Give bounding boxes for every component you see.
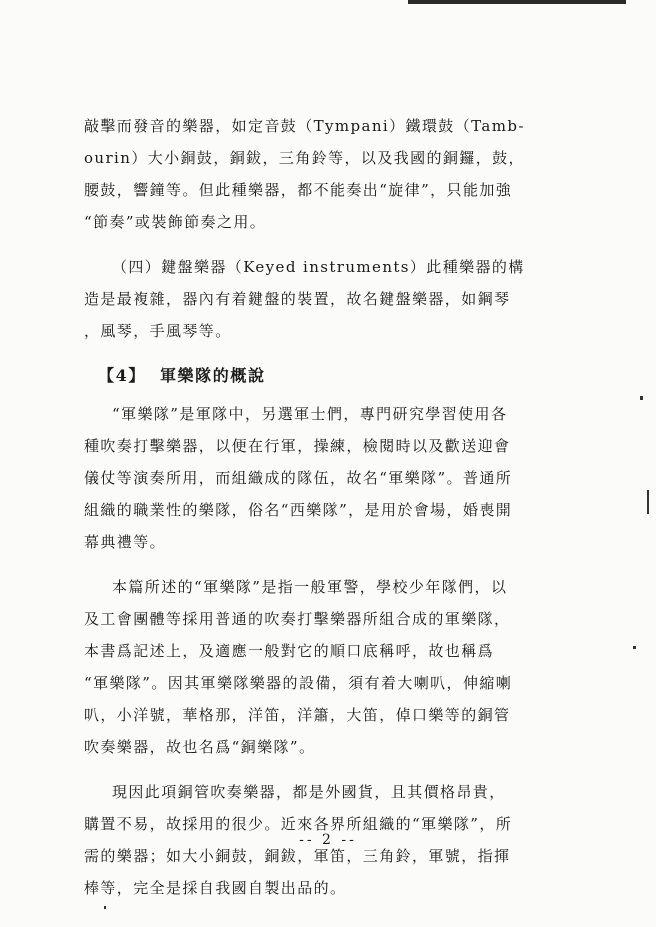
text-line: 本書爲記述上，及適應一般對它的順口底稱呼，故也稱爲: [84, 642, 495, 660]
text-line: ourin）大小銅鼓，銅鈸，三角鈴等，以及我國的銅鑼，鼓，: [84, 149, 525, 167]
scan-edge-mark: [408, 0, 626, 4]
page-number: -- 2 --: [299, 832, 357, 848]
paragraph-scope: [84, 571, 584, 763]
text-line: “軍樂隊”。因其軍樂隊樂器的設備，須有着大喇叭，伸縮喇: [84, 674, 513, 692]
text-line: 及工會團體等採用普通的吹奏打擊樂器所組合成的軍樂隊，: [84, 610, 511, 628]
text-line: ，風琴，手風琴等。: [84, 322, 232, 340]
text-line: 需的樂器；如大小銅鼓，銅鈸，軍笛，三角鈴，軍號，指揮: [84, 847, 511, 865]
scan-speck: [647, 490, 649, 514]
text-line: 棒等，完全是採自我國自製出品的。: [84, 879, 347, 897]
text-line: 購置不易，故採用的很少。近來各界所組織的“軍樂隊”，所: [84, 815, 513, 833]
paragraph-percussion: [84, 110, 584, 238]
text-line: 儀仗等演奏所用，而組織成的隊伍，故名“軍樂隊”。普通所: [84, 469, 513, 487]
text-line: 敲擊而發音的樂器，如定音鼓（Tympani）鐵環鼓（Tamb-: [84, 117, 525, 135]
text-line: 本篇所述的“軍樂隊”是指一般軍警，學校少年隊們，以: [112, 578, 508, 596]
text-line: 種吹奏打擊樂器，以便在行軍，操練，檢閱時以及歡送迎會: [84, 437, 511, 455]
section-heading: [84, 360, 584, 392]
body-text: [84, 110, 584, 904]
scan-speck: [633, 646, 636, 649]
text-line: 造是最複雜，器內有着鍵盤的裝置，故名鍵盤樂器，如鋼琴: [84, 290, 511, 308]
text-line: “節奏”或裝飾節奏之用。: [84, 213, 267, 231]
text-line: （四）鍵盤樂器（Keyed instruments）此種樂器的構: [112, 258, 525, 276]
text-line: 組織的職業性的樂隊，俗名“西樂隊”，是用於會場，婚喪開: [84, 501, 513, 519]
paragraph-keyboard: [84, 251, 584, 347]
section-title: 軍樂隊的概說: [159, 366, 266, 385]
text-line: 幕典禮等。: [84, 533, 167, 551]
scan-speck: [640, 396, 643, 400]
text-line: 腰鼓，響鐘等。但此種樂器，都不能奏出“旋律”，只能加強: [84, 181, 513, 199]
text-line: 現因此項銅管吹奏樂器，都是外國貨，且其價格昂貴，: [112, 783, 506, 801]
paragraph-military-band: [84, 398, 584, 558]
text-line: “軍樂隊”是軍隊中，另選軍士們，專門研究學習使用各: [112, 405, 508, 423]
scan-speck: [104, 906, 106, 909]
section-number: 【4】: [98, 366, 146, 385]
text-line: 叭，小洋號，華格那，洋笛，洋簫，大笛，倬口樂等的銅管: [84, 706, 511, 724]
text-line: 吹奏樂器，故也名爲“銅樂隊”。: [84, 738, 316, 756]
